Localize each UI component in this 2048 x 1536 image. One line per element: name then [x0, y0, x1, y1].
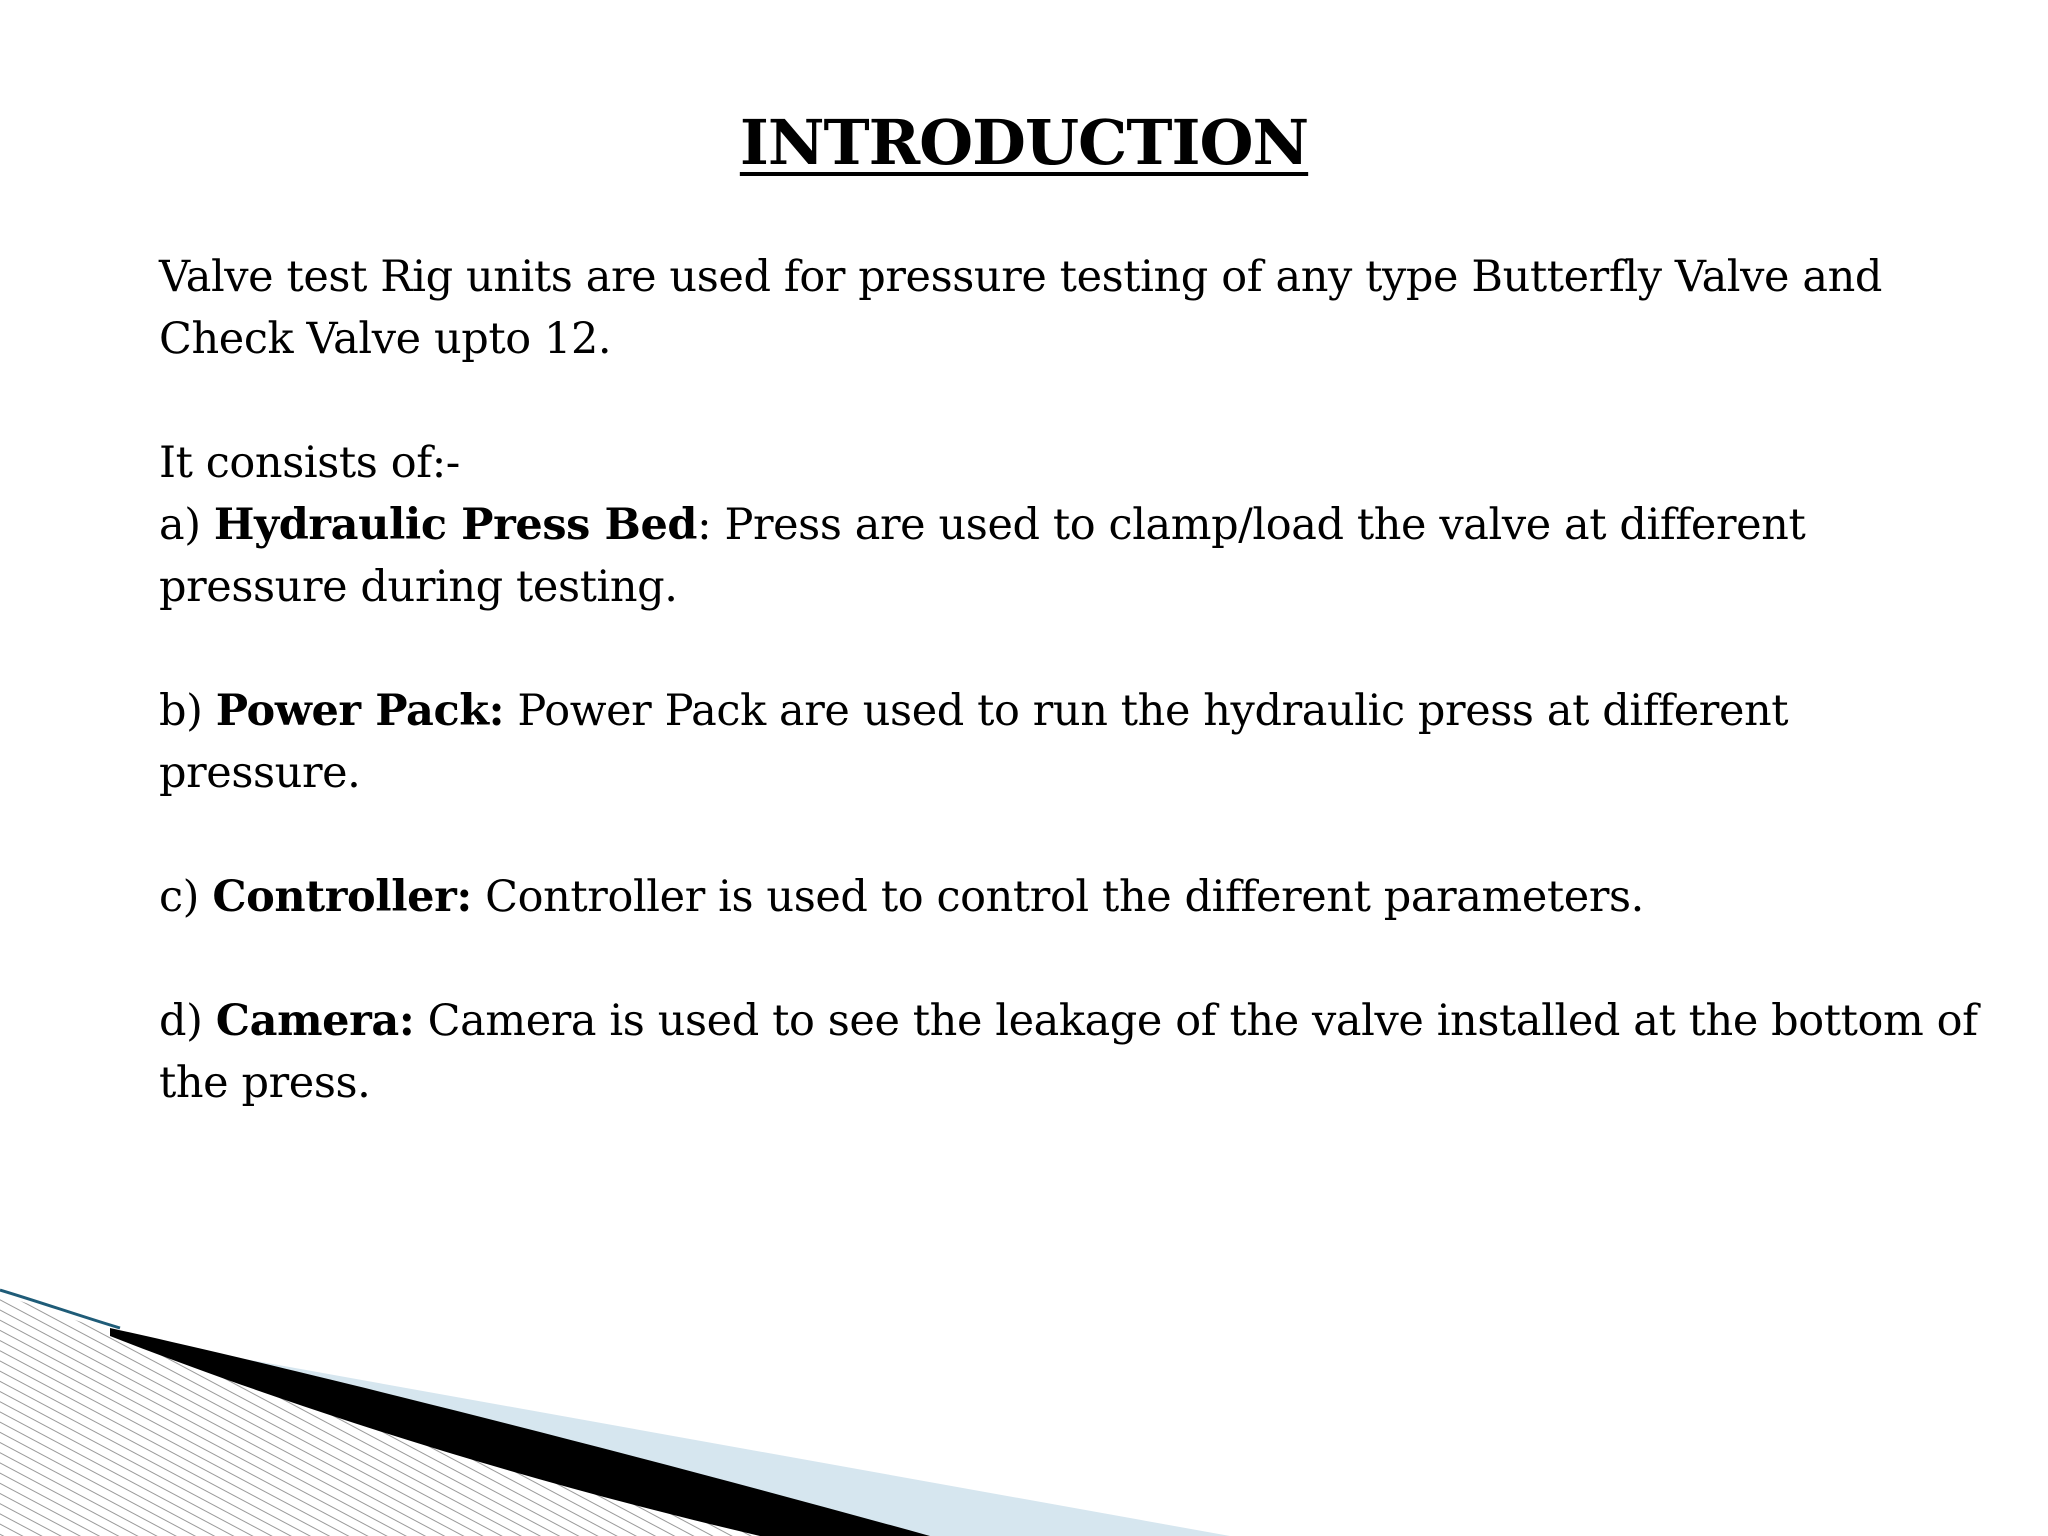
component-term: Power Pack: — [215, 686, 505, 736]
slide-title: INTRODUCTION — [739, 106, 1309, 179]
component-term: Hydraulic Press Bed — [213, 500, 698, 550]
spacer — [159, 804, 1989, 866]
slide-body — [159, 246, 1989, 1114]
intro-paragraph: Valve test Rig units are used for pressure testing of any type Butterfly Valve and Check Valve upto 12. — [159, 252, 1883, 364]
component-description: Press are used to clamp/load the valve at different pressure during testing. — [159, 500, 1806, 612]
component-separator — [504, 686, 517, 736]
component-prefix: c) — [159, 872, 213, 922]
component-separator — [414, 996, 427, 1046]
component-prefix: d) — [159, 996, 216, 1046]
component-description: Power Pack are used to run the hydraulic press at different pressure. — [159, 686, 1789, 798]
component-prefix: b) — [159, 686, 216, 736]
component-item-power-pack — [159, 680, 1989, 804]
component-description: Controller is used to control the different parameters. — [485, 872, 1644, 922]
consists-label: It consists of:- — [159, 438, 460, 488]
corner-wave-decoration — [0, 1280, 2048, 1536]
component-description: Camera is used to see the leakage of the valve installed at the bottom of the press. — [159, 996, 1978, 1108]
component-separator — [472, 872, 485, 922]
component-separator: : — [697, 500, 725, 550]
component-term: Camera: — [215, 996, 415, 1046]
spacer — [159, 618, 1989, 680]
component-item-hydraulic-press-bed — [159, 494, 1989, 618]
spacer — [159, 928, 1989, 990]
component-item-controller — [159, 866, 1989, 928]
component-term: Controller: — [212, 872, 472, 922]
component-prefix: a) — [159, 500, 214, 550]
spacer — [159, 370, 1989, 432]
component-item-camera — [159, 990, 1989, 1114]
